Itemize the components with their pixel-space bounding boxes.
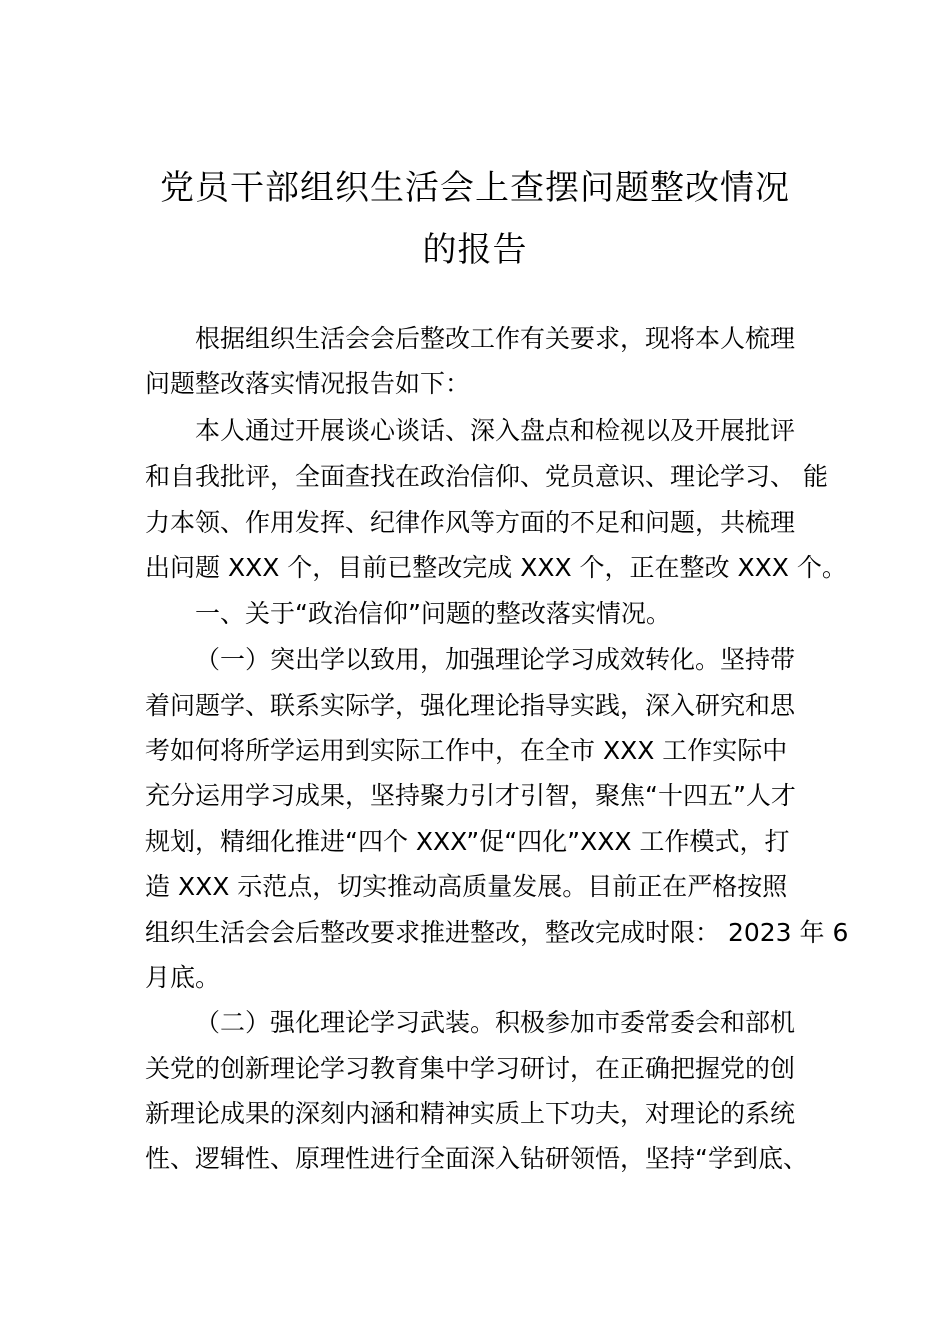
paragraph-summary-line-3: 力本领、作用发挥、纪律作风等方面的不足和问题，共梳理	[145, 508, 796, 537]
paragraph-summary-line-4: 出问题 XXX 个，目前已整改完成 XXX 个，正在整改 XXX 个。	[145, 553, 847, 582]
paragraph-item-1-line-8: 月底。	[145, 963, 221, 992]
paragraph-intro-line-2: 问题整改落实情况报告如下：	[145, 369, 471, 398]
document-title-line-2: 的报告	[422, 230, 528, 270]
paragraph-item-1-line-5: 规划，精细化推进“四个 XXX”促“四化”XXX 工作模式，打	[145, 827, 790, 856]
paragraph-item-2-line-4: 性、逻辑性、原理性进行全面深入钻研领悟，坚持“学到底、	[145, 1144, 808, 1173]
paragraph-item-1-line-7: 组织生活会会后整改要求推进整改，整改完成时限： 2023 年 6	[145, 918, 849, 947]
paragraph-item-1-line-3: 考如何将所学运用到实际工作中，在全市 XXX 工作实际中	[145, 736, 788, 765]
paragraph-item-2-line-1: （二）强化理论学习武装。积极参加市委常委会和部机	[195, 1008, 796, 1037]
paragraph-summary-line-2: 和自我批评，全面查找在政治信仰、党员意识、理论学习、 能	[145, 462, 828, 491]
paragraph-summary-line-1: 本人通过开展谈心谈话、深入盘点和检视以及开展批评	[195, 416, 796, 445]
section-heading-1: 一、关于“政治信仰”问题的整改落实情况。	[195, 599, 671, 628]
paragraph-item-2-line-2: 关党的创新理论学习教育集中学习研讨，在正确把握党的创	[145, 1054, 796, 1083]
document-title-line-1: 党员干部组织生活会上查摆问题整改情况	[160, 168, 790, 208]
paragraph-item-1-line-4: 充分运用学习成果，坚持聚力引才引智，聚焦“十四五”人才	[145, 781, 796, 810]
paragraph-item-1-line-6: 造 XXX 示范点，切实推动高质量发展。目前正在严格按照	[145, 872, 788, 901]
paragraph-item-1-line-2: 着问题学、联系实际学，强化理论指导实践，深入研究和思	[145, 691, 796, 720]
paragraph-item-2-line-3: 新理论成果的深刻内涵和精神实质上下功夫，对理论的系统	[145, 1099, 796, 1128]
paragraph-item-1-line-1: （一）突出学以致用，加强理论学习成效转化。坚持带	[195, 645, 796, 674]
paragraph-intro-line-1: 根据组织生活会会后整改工作有关要求，现将本人梳理	[195, 324, 796, 353]
